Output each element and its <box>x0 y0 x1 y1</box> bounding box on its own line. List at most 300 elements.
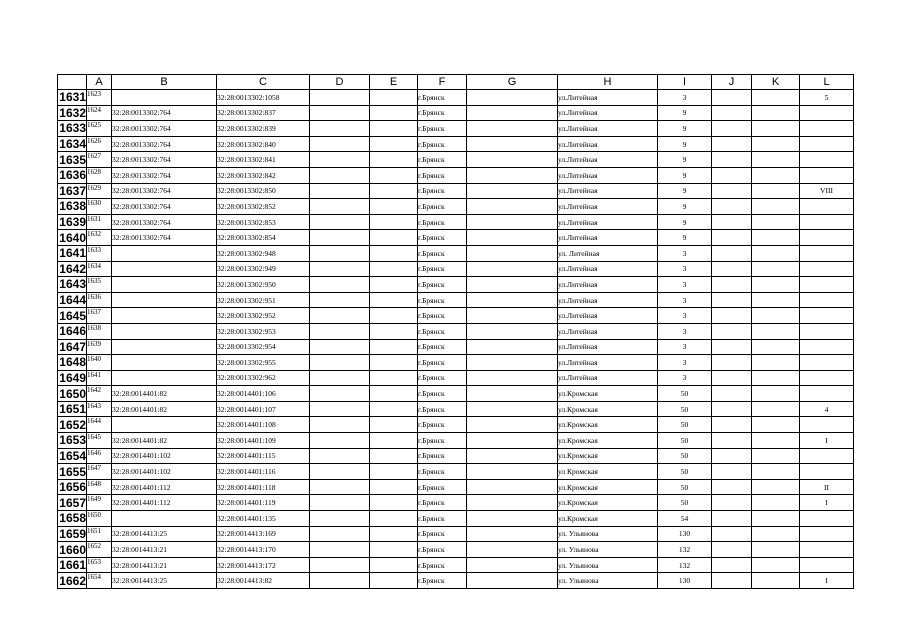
cell-c[interactable]: 32:28:0014413:170 <box>217 542 310 558</box>
cell-b[interactable] <box>112 277 217 293</box>
cell-l[interactable]: I <box>800 433 854 449</box>
row-number[interactable]: 1662 <box>59 573 86 588</box>
cell-h[interactable]: ул.Литейная <box>558 183 658 199</box>
row-number[interactable]: 1651 <box>59 402 86 417</box>
cell-e[interactable] <box>370 557 418 573</box>
cell-k[interactable] <box>752 167 800 183</box>
cell-d[interactable] <box>310 292 370 308</box>
cell-b[interactable]: 32:28:0014401:102 <box>112 448 217 464</box>
cell-g[interactable] <box>467 557 558 573</box>
cell-c[interactable]: 32:28:0014413:82 <box>217 573 310 589</box>
cell-l[interactable] <box>800 448 854 464</box>
cell-h[interactable]: ул.Кромская <box>558 433 658 449</box>
cell-l[interactable]: VIII <box>800 183 854 199</box>
cell-j[interactable] <box>712 277 752 293</box>
cell-e[interactable] <box>370 277 418 293</box>
row-number[interactable]: 1640 <box>59 230 86 245</box>
cell-l[interactable] <box>800 417 854 433</box>
cell-c[interactable]: 32:28:0013302:837 <box>217 105 310 121</box>
cell-h[interactable]: ул. Ульянова <box>558 542 658 558</box>
cell-f[interactable]: г.Брянск <box>418 479 467 495</box>
cell-f[interactable]: г.Брянск <box>418 167 467 183</box>
cell-c[interactable]: 32:28:0013302:948 <box>217 245 310 261</box>
cell-i[interactable]: 50 <box>658 386 712 402</box>
cell-k[interactable] <box>752 479 800 495</box>
cell-l[interactable] <box>800 261 854 277</box>
cell-a[interactable]: 1625 <box>87 121 112 137</box>
cell-e[interactable] <box>370 573 418 589</box>
cell-f[interactable]: г.Брянск <box>418 401 467 417</box>
cell-i[interactable]: 132 <box>658 542 712 558</box>
cell-c[interactable]: 32:28:0013302:951 <box>217 292 310 308</box>
cell-a[interactable]: 1637 <box>87 308 112 324</box>
cell-a[interactable]: 1650 <box>87 511 112 527</box>
cell-i[interactable]: 130 <box>658 573 712 589</box>
cell-l[interactable]: II <box>800 479 854 495</box>
cell-f[interactable]: г.Брянск <box>418 417 467 433</box>
cell-h[interactable]: ул.Кромская <box>558 417 658 433</box>
cell-h[interactable]: ул.Кромская <box>558 386 658 402</box>
cell-k[interactable] <box>752 355 800 371</box>
cell-i[interactable]: 50 <box>658 479 712 495</box>
cell-b[interactable]: 32:28:0013302:764 <box>112 152 217 168</box>
cell-a[interactable]: 1624 <box>87 105 112 121</box>
cell-f[interactable]: г.Брянск <box>418 557 467 573</box>
cell-g[interactable] <box>467 495 558 511</box>
cell-h[interactable]: ул Кромская <box>558 464 658 480</box>
cell-k[interactable] <box>752 230 800 246</box>
cell-b[interactable] <box>112 355 217 371</box>
cell-h[interactable]: ул.Литейная <box>558 136 658 152</box>
cell-d[interactable] <box>310 230 370 246</box>
cell-i[interactable]: 3 <box>658 261 712 277</box>
cell-g[interactable] <box>467 90 558 106</box>
cell-b[interactable]: 32:28:0013302:764 <box>112 230 217 246</box>
cell-c[interactable]: 32:28:0013302:852 <box>217 199 310 215</box>
cell-f[interactable]: г.Брянск <box>418 105 467 121</box>
cell-b[interactable] <box>112 339 217 355</box>
cell-l[interactable] <box>800 105 854 121</box>
cell-f[interactable]: г.Брянск <box>418 121 467 137</box>
cell-a[interactable]: 1631 <box>87 214 112 230</box>
cell-i[interactable]: 3 <box>658 370 712 386</box>
cell-d[interactable] <box>310 479 370 495</box>
cell-a[interactable]: 1654 <box>87 573 112 589</box>
column-header-a[interactable]: A <box>87 75 112 90</box>
cell-j[interactable] <box>712 136 752 152</box>
cell-g[interactable] <box>467 277 558 293</box>
cell-e[interactable] <box>370 105 418 121</box>
cell-d[interactable] <box>310 136 370 152</box>
cell-b[interactable] <box>112 292 217 308</box>
cell-d[interactable] <box>310 308 370 324</box>
cell-d[interactable] <box>310 542 370 558</box>
cell-j[interactable] <box>712 479 752 495</box>
cell-g[interactable] <box>467 511 558 527</box>
cell-e[interactable] <box>370 230 418 246</box>
cell-e[interactable] <box>370 495 418 511</box>
cell-b[interactable] <box>112 370 217 386</box>
column-header-e[interactable]: E <box>370 75 418 90</box>
cell-g[interactable] <box>467 308 558 324</box>
cell-k[interactable] <box>752 339 800 355</box>
row-number[interactable]: 1637 <box>59 183 86 198</box>
cell-k[interactable] <box>752 417 800 433</box>
cell-d[interactable] <box>310 199 370 215</box>
cell-h[interactable]: ул.Литейная <box>558 292 658 308</box>
cell-k[interactable] <box>752 121 800 137</box>
cell-a[interactable]: 1643 <box>87 401 112 417</box>
cell-a[interactable]: 1645 <box>87 433 112 449</box>
cell-g[interactable] <box>467 386 558 402</box>
cell-i[interactable]: 50 <box>658 401 712 417</box>
cell-l[interactable] <box>800 308 854 324</box>
cell-j[interactable] <box>712 355 752 371</box>
cell-a[interactable]: 1632 <box>87 230 112 246</box>
cell-c[interactable]: 32:28:0013302:853 <box>217 214 310 230</box>
cell-f[interactable]: г.Брянск <box>418 214 467 230</box>
row-number[interactable]: 1658 <box>59 511 86 526</box>
cell-k[interactable] <box>752 105 800 121</box>
cell-d[interactable] <box>310 370 370 386</box>
cell-g[interactable] <box>467 214 558 230</box>
cell-j[interactable] <box>712 433 752 449</box>
cell-i[interactable]: 130 <box>658 526 712 542</box>
cell-k[interactable] <box>752 199 800 215</box>
cell-j[interactable] <box>712 214 752 230</box>
cell-a[interactable]: 1627 <box>87 152 112 168</box>
column-header-b[interactable]: B <box>112 75 217 90</box>
cell-e[interactable] <box>370 448 418 464</box>
cell-h[interactable]: ул. Ульянова <box>558 573 658 589</box>
cell-a[interactable]: 1623 <box>87 90 112 106</box>
cell-e[interactable] <box>370 245 418 261</box>
cell-b[interactable]: 32:28:0014413:21 <box>112 542 217 558</box>
cell-b[interactable] <box>112 261 217 277</box>
cell-b[interactable]: 32:28:0013302:764 <box>112 199 217 215</box>
cell-e[interactable] <box>370 90 418 106</box>
cell-j[interactable] <box>712 105 752 121</box>
cell-f[interactable]: г.Брянск <box>418 526 467 542</box>
cell-a[interactable]: 1653 <box>87 557 112 573</box>
cell-g[interactable] <box>467 370 558 386</box>
cell-d[interactable] <box>310 214 370 230</box>
column-header-h[interactable]: H <box>558 75 658 90</box>
cell-g[interactable] <box>467 199 558 215</box>
cell-d[interactable] <box>310 121 370 137</box>
cell-c[interactable]: 32:28:0014401:135 <box>217 511 310 527</box>
cell-d[interactable] <box>310 557 370 573</box>
cell-h[interactable]: ул.Литейная <box>558 167 658 183</box>
row-number[interactable]: 1636 <box>59 168 86 183</box>
cell-c[interactable]: 32:28:0013302:962 <box>217 370 310 386</box>
cell-e[interactable] <box>370 183 418 199</box>
cell-e[interactable] <box>370 511 418 527</box>
column-header-g[interactable]: G <box>467 75 558 90</box>
cell-d[interactable] <box>310 433 370 449</box>
cell-a[interactable]: 1630 <box>87 199 112 215</box>
cell-j[interactable] <box>712 308 752 324</box>
cell-b[interactable] <box>112 308 217 324</box>
cell-g[interactable] <box>467 292 558 308</box>
cell-k[interactable] <box>752 448 800 464</box>
cell-h[interactable]: ул.Кромская <box>558 401 658 417</box>
cell-e[interactable] <box>370 417 418 433</box>
cell-g[interactable] <box>467 183 558 199</box>
cell-i[interactable]: 9 <box>658 214 712 230</box>
cell-g[interactable] <box>467 105 558 121</box>
cell-c[interactable]: 32:28:0014401:118 <box>217 479 310 495</box>
cell-i[interactable]: 3 <box>658 277 712 293</box>
cell-b[interactable]: 32:28:0014401:82 <box>112 386 217 402</box>
cell-l[interactable] <box>800 386 854 402</box>
cell-c[interactable]: 32:28:0014401:116 <box>217 464 310 480</box>
cell-b[interactable]: 32:28:0014401:82 <box>112 433 217 449</box>
cell-h[interactable]: ул.Литейная <box>558 214 658 230</box>
cell-c[interactable]: 32:28:0014413:169 <box>217 526 310 542</box>
row-number[interactable]: 1632 <box>59 105 86 120</box>
cell-i[interactable]: 3 <box>658 245 712 261</box>
cell-j[interactable] <box>712 526 752 542</box>
row-number[interactable]: 1647 <box>59 339 86 354</box>
cell-f[interactable]: г.Брянск <box>418 199 467 215</box>
cell-e[interactable] <box>370 433 418 449</box>
cell-h[interactable]: ул.Литейная <box>558 339 658 355</box>
cell-d[interactable] <box>310 355 370 371</box>
cell-e[interactable] <box>370 464 418 480</box>
cell-j[interactable] <box>712 121 752 137</box>
cell-e[interactable] <box>370 542 418 558</box>
cell-e[interactable] <box>370 308 418 324</box>
column-header-i[interactable]: I <box>658 75 712 90</box>
cell-h[interactable]: ул.Литейная <box>558 230 658 246</box>
cell-a[interactable]: 1633 <box>87 245 112 261</box>
cell-d[interactable] <box>310 526 370 542</box>
cell-c[interactable]: 32:28:0013302:840 <box>217 136 310 152</box>
cell-b[interactable]: 32:28:0013302:764 <box>112 214 217 230</box>
row-number[interactable]: 1639 <box>59 215 86 230</box>
cell-l[interactable] <box>800 542 854 558</box>
cell-g[interactable] <box>467 448 558 464</box>
cell-e[interactable] <box>370 386 418 402</box>
cell-l[interactable] <box>800 230 854 246</box>
cell-l[interactable] <box>800 167 854 183</box>
cell-f[interactable]: г.Брянск <box>418 495 467 511</box>
cell-e[interactable] <box>370 167 418 183</box>
cell-e[interactable] <box>370 370 418 386</box>
cell-j[interactable] <box>712 323 752 339</box>
cell-h[interactable]: ул.Литейная <box>558 105 658 121</box>
cell-k[interactable] <box>752 152 800 168</box>
cell-h[interactable]: ул.Литейная <box>558 152 658 168</box>
cell-l[interactable]: I <box>800 573 854 589</box>
cell-e[interactable] <box>370 339 418 355</box>
cell-j[interactable] <box>712 199 752 215</box>
cell-l[interactable]: 4 <box>800 401 854 417</box>
cell-f[interactable]: г.Брянск <box>418 433 467 449</box>
cell-a[interactable]: 1647 <box>87 464 112 480</box>
cell-c[interactable]: 32:28:0014401:109 <box>217 433 310 449</box>
cell-d[interactable] <box>310 573 370 589</box>
cell-b[interactable] <box>112 323 217 339</box>
cell-c[interactable]: 32:28:0014413:172 <box>217 557 310 573</box>
cell-a[interactable]: 1638 <box>87 323 112 339</box>
cell-f[interactable]: г.Брянск <box>418 277 467 293</box>
cell-d[interactable] <box>310 152 370 168</box>
cell-j[interactable] <box>712 401 752 417</box>
cell-l[interactable] <box>800 277 854 293</box>
cell-a[interactable]: 1629 <box>87 183 112 199</box>
row-number[interactable]: 1654 <box>59 448 86 463</box>
cell-k[interactable] <box>752 495 800 511</box>
cell-c[interactable]: 32:28:0013302:954 <box>217 339 310 355</box>
cell-e[interactable] <box>370 199 418 215</box>
column-header-c[interactable]: C <box>217 75 310 90</box>
cell-f[interactable]: г.Брянск <box>418 308 467 324</box>
row-number[interactable]: 1648 <box>59 355 86 370</box>
cell-h[interactable]: ул.Литейная <box>558 121 658 137</box>
cell-a[interactable]: 1628 <box>87 167 112 183</box>
cell-e[interactable] <box>370 214 418 230</box>
cell-d[interactable] <box>310 386 370 402</box>
cell-j[interactable] <box>712 152 752 168</box>
cell-d[interactable] <box>310 417 370 433</box>
cell-l[interactable] <box>800 511 854 527</box>
cell-d[interactable] <box>310 495 370 511</box>
cell-k[interactable] <box>752 511 800 527</box>
cell-a[interactable]: 1652 <box>87 542 112 558</box>
cell-c[interactable]: 32:28:0013302:842 <box>217 167 310 183</box>
cell-f[interactable]: г.Брянск <box>418 355 467 371</box>
row-number[interactable]: 1643 <box>59 277 86 292</box>
row-number[interactable]: 1638 <box>59 199 86 214</box>
cell-c[interactable]: 32:28:0014401:108 <box>217 417 310 433</box>
cell-g[interactable] <box>467 245 558 261</box>
cell-e[interactable] <box>370 479 418 495</box>
cell-c[interactable]: 32:28:0014401:107 <box>217 401 310 417</box>
cell-e[interactable] <box>370 292 418 308</box>
cell-i[interactable]: 50 <box>658 448 712 464</box>
cell-j[interactable] <box>712 230 752 246</box>
cell-b[interactable]: 32:28:0013302:764 <box>112 136 217 152</box>
cell-j[interactable] <box>712 464 752 480</box>
cell-j[interactable] <box>712 370 752 386</box>
cell-j[interactable] <box>712 511 752 527</box>
cell-d[interactable] <box>310 277 370 293</box>
cell-e[interactable] <box>370 136 418 152</box>
cell-b[interactable]: 32:28:0013302:764 <box>112 121 217 137</box>
cell-d[interactable] <box>310 511 370 527</box>
cell-h[interactable]: ул.Литейная <box>558 370 658 386</box>
cell-i[interactable]: 3 <box>658 292 712 308</box>
cell-i[interactable]: 50 <box>658 495 712 511</box>
cell-d[interactable] <box>310 401 370 417</box>
cell-i[interactable]: 9 <box>658 199 712 215</box>
cell-f[interactable]: г.Брянск <box>418 370 467 386</box>
cell-g[interactable] <box>467 339 558 355</box>
cell-a[interactable]: 1648 <box>87 479 112 495</box>
cell-l[interactable] <box>800 464 854 480</box>
cell-i[interactable]: 50 <box>658 433 712 449</box>
cell-i[interactable]: 132 <box>658 557 712 573</box>
cell-h[interactable]: ул.Литейная <box>558 199 658 215</box>
cell-g[interactable] <box>467 542 558 558</box>
cell-f[interactable]: г.Брянск <box>418 323 467 339</box>
cell-g[interactable] <box>467 323 558 339</box>
row-number[interactable]: 1650 <box>59 386 86 401</box>
cell-l[interactable] <box>800 121 854 137</box>
cell-j[interactable] <box>712 261 752 277</box>
row-number[interactable]: 1655 <box>59 464 86 479</box>
cell-f[interactable]: г.Брянск <box>418 183 467 199</box>
cell-h[interactable]: ул.Литейная <box>558 261 658 277</box>
cell-k[interactable] <box>752 464 800 480</box>
cell-d[interactable] <box>310 167 370 183</box>
cell-b[interactable]: 32:28:0014401:82 <box>112 401 217 417</box>
cell-k[interactable] <box>752 573 800 589</box>
cell-d[interactable] <box>310 245 370 261</box>
cell-c[interactable]: 32:28:0013302:854 <box>217 230 310 246</box>
cell-h[interactable]: ул.Литейная <box>558 277 658 293</box>
column-header-d[interactable]: D <box>310 75 370 90</box>
cell-f[interactable]: г.Брянск <box>418 90 467 106</box>
cell-a[interactable]: 1636 <box>87 292 112 308</box>
cell-b[interactable]: 32:28:0014413:25 <box>112 573 217 589</box>
cell-i[interactable]: 9 <box>658 230 712 246</box>
cell-i[interactable]: 3 <box>658 355 712 371</box>
cell-a[interactable]: 1646 <box>87 448 112 464</box>
cell-g[interactable] <box>467 167 558 183</box>
cell-b[interactable]: 32:28:0014413:25 <box>112 526 217 542</box>
cell-j[interactable] <box>712 167 752 183</box>
cell-g[interactable] <box>467 355 558 371</box>
cell-j[interactable] <box>712 386 752 402</box>
cell-g[interactable] <box>467 526 558 542</box>
cell-j[interactable] <box>712 448 752 464</box>
row-number[interactable]: 1631 <box>59 90 86 105</box>
cell-i[interactable]: 9 <box>658 105 712 121</box>
cell-e[interactable] <box>370 355 418 371</box>
cell-f[interactable]: г.Брянск <box>418 230 467 246</box>
cell-h[interactable]: ул.Кромская <box>558 448 658 464</box>
cell-i[interactable]: 3 <box>658 339 712 355</box>
cell-c[interactable]: 32:28:0013302:955 <box>217 355 310 371</box>
cell-k[interactable] <box>752 526 800 542</box>
cell-i[interactable]: 3 <box>658 323 712 339</box>
cell-j[interactable] <box>712 557 752 573</box>
cell-l[interactable] <box>800 339 854 355</box>
cell-k[interactable] <box>752 370 800 386</box>
cell-i[interactable]: 50 <box>658 417 712 433</box>
row-number[interactable]: 1653 <box>59 433 86 448</box>
cell-j[interactable] <box>712 542 752 558</box>
cell-k[interactable] <box>752 136 800 152</box>
cell-f[interactable]: г.Брянск <box>418 261 467 277</box>
cell-f[interactable]: г.Брянск <box>418 511 467 527</box>
column-header-j[interactable]: J <box>712 75 752 90</box>
cell-l[interactable] <box>800 323 854 339</box>
cell-d[interactable] <box>310 339 370 355</box>
cell-c[interactable]: 32:28:0013302:952 <box>217 308 310 324</box>
row-number[interactable]: 1642 <box>59 261 86 276</box>
cell-j[interactable] <box>712 495 752 511</box>
cell-e[interactable] <box>370 526 418 542</box>
cell-k[interactable] <box>752 292 800 308</box>
cell-h[interactable]: ул.Литейная <box>558 323 658 339</box>
cell-f[interactable]: г.Брянск <box>418 448 467 464</box>
cell-a[interactable]: 1639 <box>87 339 112 355</box>
row-number[interactable]: 1635 <box>59 152 86 167</box>
